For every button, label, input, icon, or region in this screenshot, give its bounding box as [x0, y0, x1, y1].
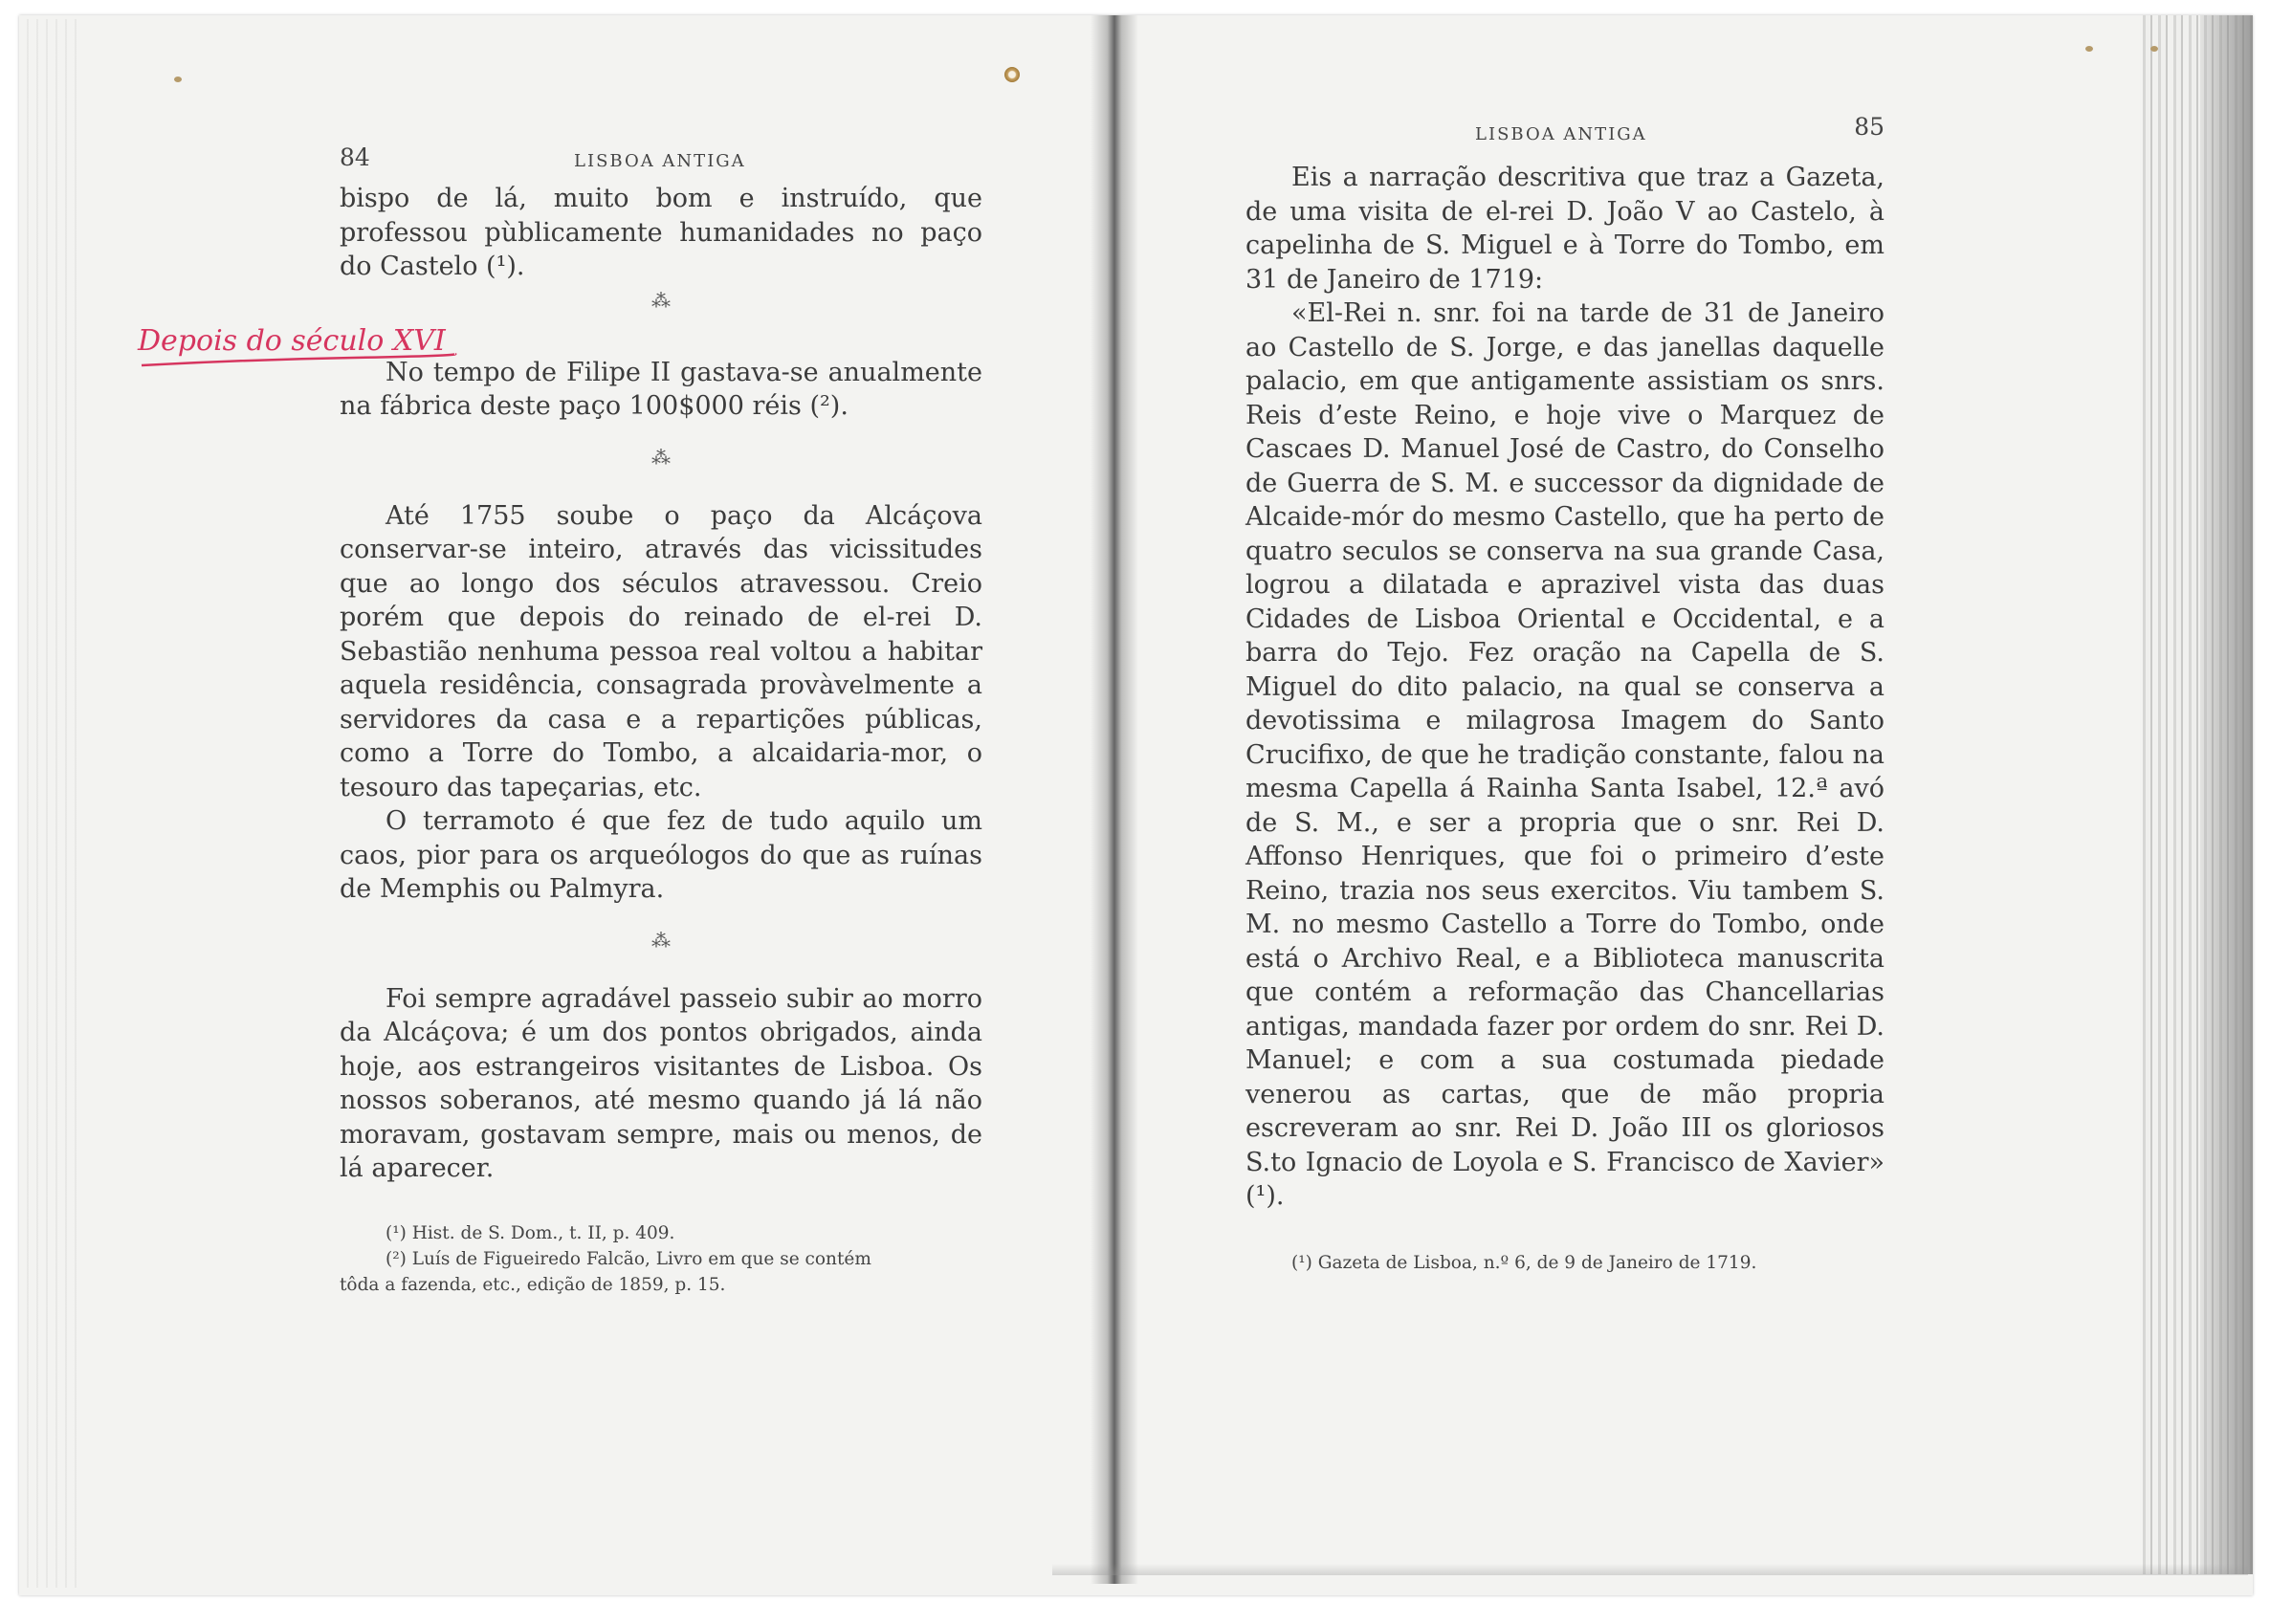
handwritten-annotation — [134, 316, 459, 373]
footnote-continuation: tôda a fazenda, etc., edição de 1859, p. 15. — [340, 1274, 726, 1295]
right-running-head — [1245, 113, 1884, 151]
ornament: ⁂ — [651, 928, 671, 952]
paragraph: O terramoto é que fez de tudo aquilo um caos, pior para os arqueólogos do que as ruínas de Memphis ou Palmyra. — [340, 806, 982, 904]
handwritten-note-text: Depois do século XVI — [138, 324, 446, 358]
paragraph: bispo de lá, muito bom e instruído, que professou pùblicamente humanidades no paço do Castelo (¹). — [340, 184, 982, 281]
ornament: ⁂ — [651, 288, 671, 312]
paragraph: «El-Rei n. snr. foi na tarde de 31 de Janeiro ao Castello de S. Jorge, e das janellas daquelle palacio, em que antigamente assistiam os snrs. Reis d’este Reino, e hoje vive o Marquez de Cascaes D. Manuel José de Castro, do Conselho de Guerra de S. M. e successor da dignidade de Alcaide-mór do mesmo Castello, que ha perto de quatro seculos se conserva na sua grande Casa, logrou a dilatada e aprazivel vista das duas Cidades de Lisboa Oriental e Occidental, e a barra do Tejo. Fez oração na Capella de S. Miguel do dito palacio, na qual se conserva a devotissima e milagrosa Imagem do Santo Crucifixo, de que he tradição constante, falou na mesma Capella á Rainha Santa Isabel, 12.ª avó de S. M., e ser a propria que o snr. Rei D. Affonso Henriques, que foi o primeiro d’este Reino, trazia nos seus exercitos. Viu tambem S. M. no mesmo Castello a Torre do Tombo, onde está o Archivo Real, e a Biblioteca manuscrita que contém a reformação das Chancellarias antigas, mandada fazer por ordem do snr. Rei D. Manuel; e com a sua costumada piedade venerou as cartas, que de mão propria escreveram ao snr. Rei D. João III os gloriosos S.to Ignacio de Loyola e S. Francisco de Xavier» (¹). — [1245, 298, 1884, 1211]
footnote: (¹) Gazeta de Lisboa, n.º 6, de 9 de Janeiro de 1719. — [1291, 1252, 1757, 1273]
ornament: ⁂ — [651, 445, 671, 469]
stain-mark — [2085, 46, 2093, 52]
paragraph: Foi sempre agradável passeio subir ao morro da Alcáçova; é um dos pontos obrigados, ainda hoje, aos estrangeiros visitantes de Lisboa. Os nossos soberanos, até mesmo quando já lá não moravam, gostavam sempre, mais ou menos, de lá aparecer. — [340, 983, 982, 1183]
page-number: 85 — [1854, 113, 1884, 141]
book-gutter — [1091, 15, 1138, 1584]
bottom-shadow — [1052, 1564, 2248, 1575]
right-footnotes — [1245, 1250, 1884, 1276]
running-title: LISBOA ANTIGA — [1475, 124, 1647, 144]
footnote: (¹) Hist. de S. Dom., t. II, p. 409. — [386, 1222, 675, 1243]
paragraph: Eis a narração descritiva que traz a Gazeta, de uma visita de el-rei D. João V ao Castelo, à capelinha de S. Miguel e à Torre do Tombo, em 31 de Janeiro de 1719: — [1245, 163, 1884, 295]
left-running-head — [340, 143, 982, 182]
staple-hole — [1004, 67, 1020, 82]
stain-mark — [2150, 46, 2158, 52]
left-page-edges — [27, 19, 84, 1588]
left-footnotes — [340, 1220, 982, 1298]
right-page — [1245, 113, 1884, 1276]
stain-mark — [174, 77, 182, 82]
running-title: LISBOA ANTIGA — [574, 151, 746, 171]
paragraph: Até 1755 soube o paço da Alcáçova conservar-se inteiro, através das vicissitudes que ao longo dos séculos atravessou. Creio porém que depois do reinado de el-rei D. Sebastião nenhuma pessoa real voltou a habitar aquela residência, consagrada provàvelmente a servidores da casa e a repartições públicas, como a Torre do Tombo, a alcaidaria-mor, o tesouro das tapeçarias, etc. — [340, 500, 982, 802]
paragraph: No tempo de Filipe II gastava-se anualmente na fábrica deste paço 100$000 réis (²). — [340, 357, 982, 421]
footnote: (²) Luís de Figueiredo Falcão, Livro em que se contém — [386, 1248, 871, 1269]
right-edge-shadow — [2200, 15, 2253, 1574]
page-number: 84 — [340, 143, 370, 171]
right-body — [1245, 161, 1884, 1214]
